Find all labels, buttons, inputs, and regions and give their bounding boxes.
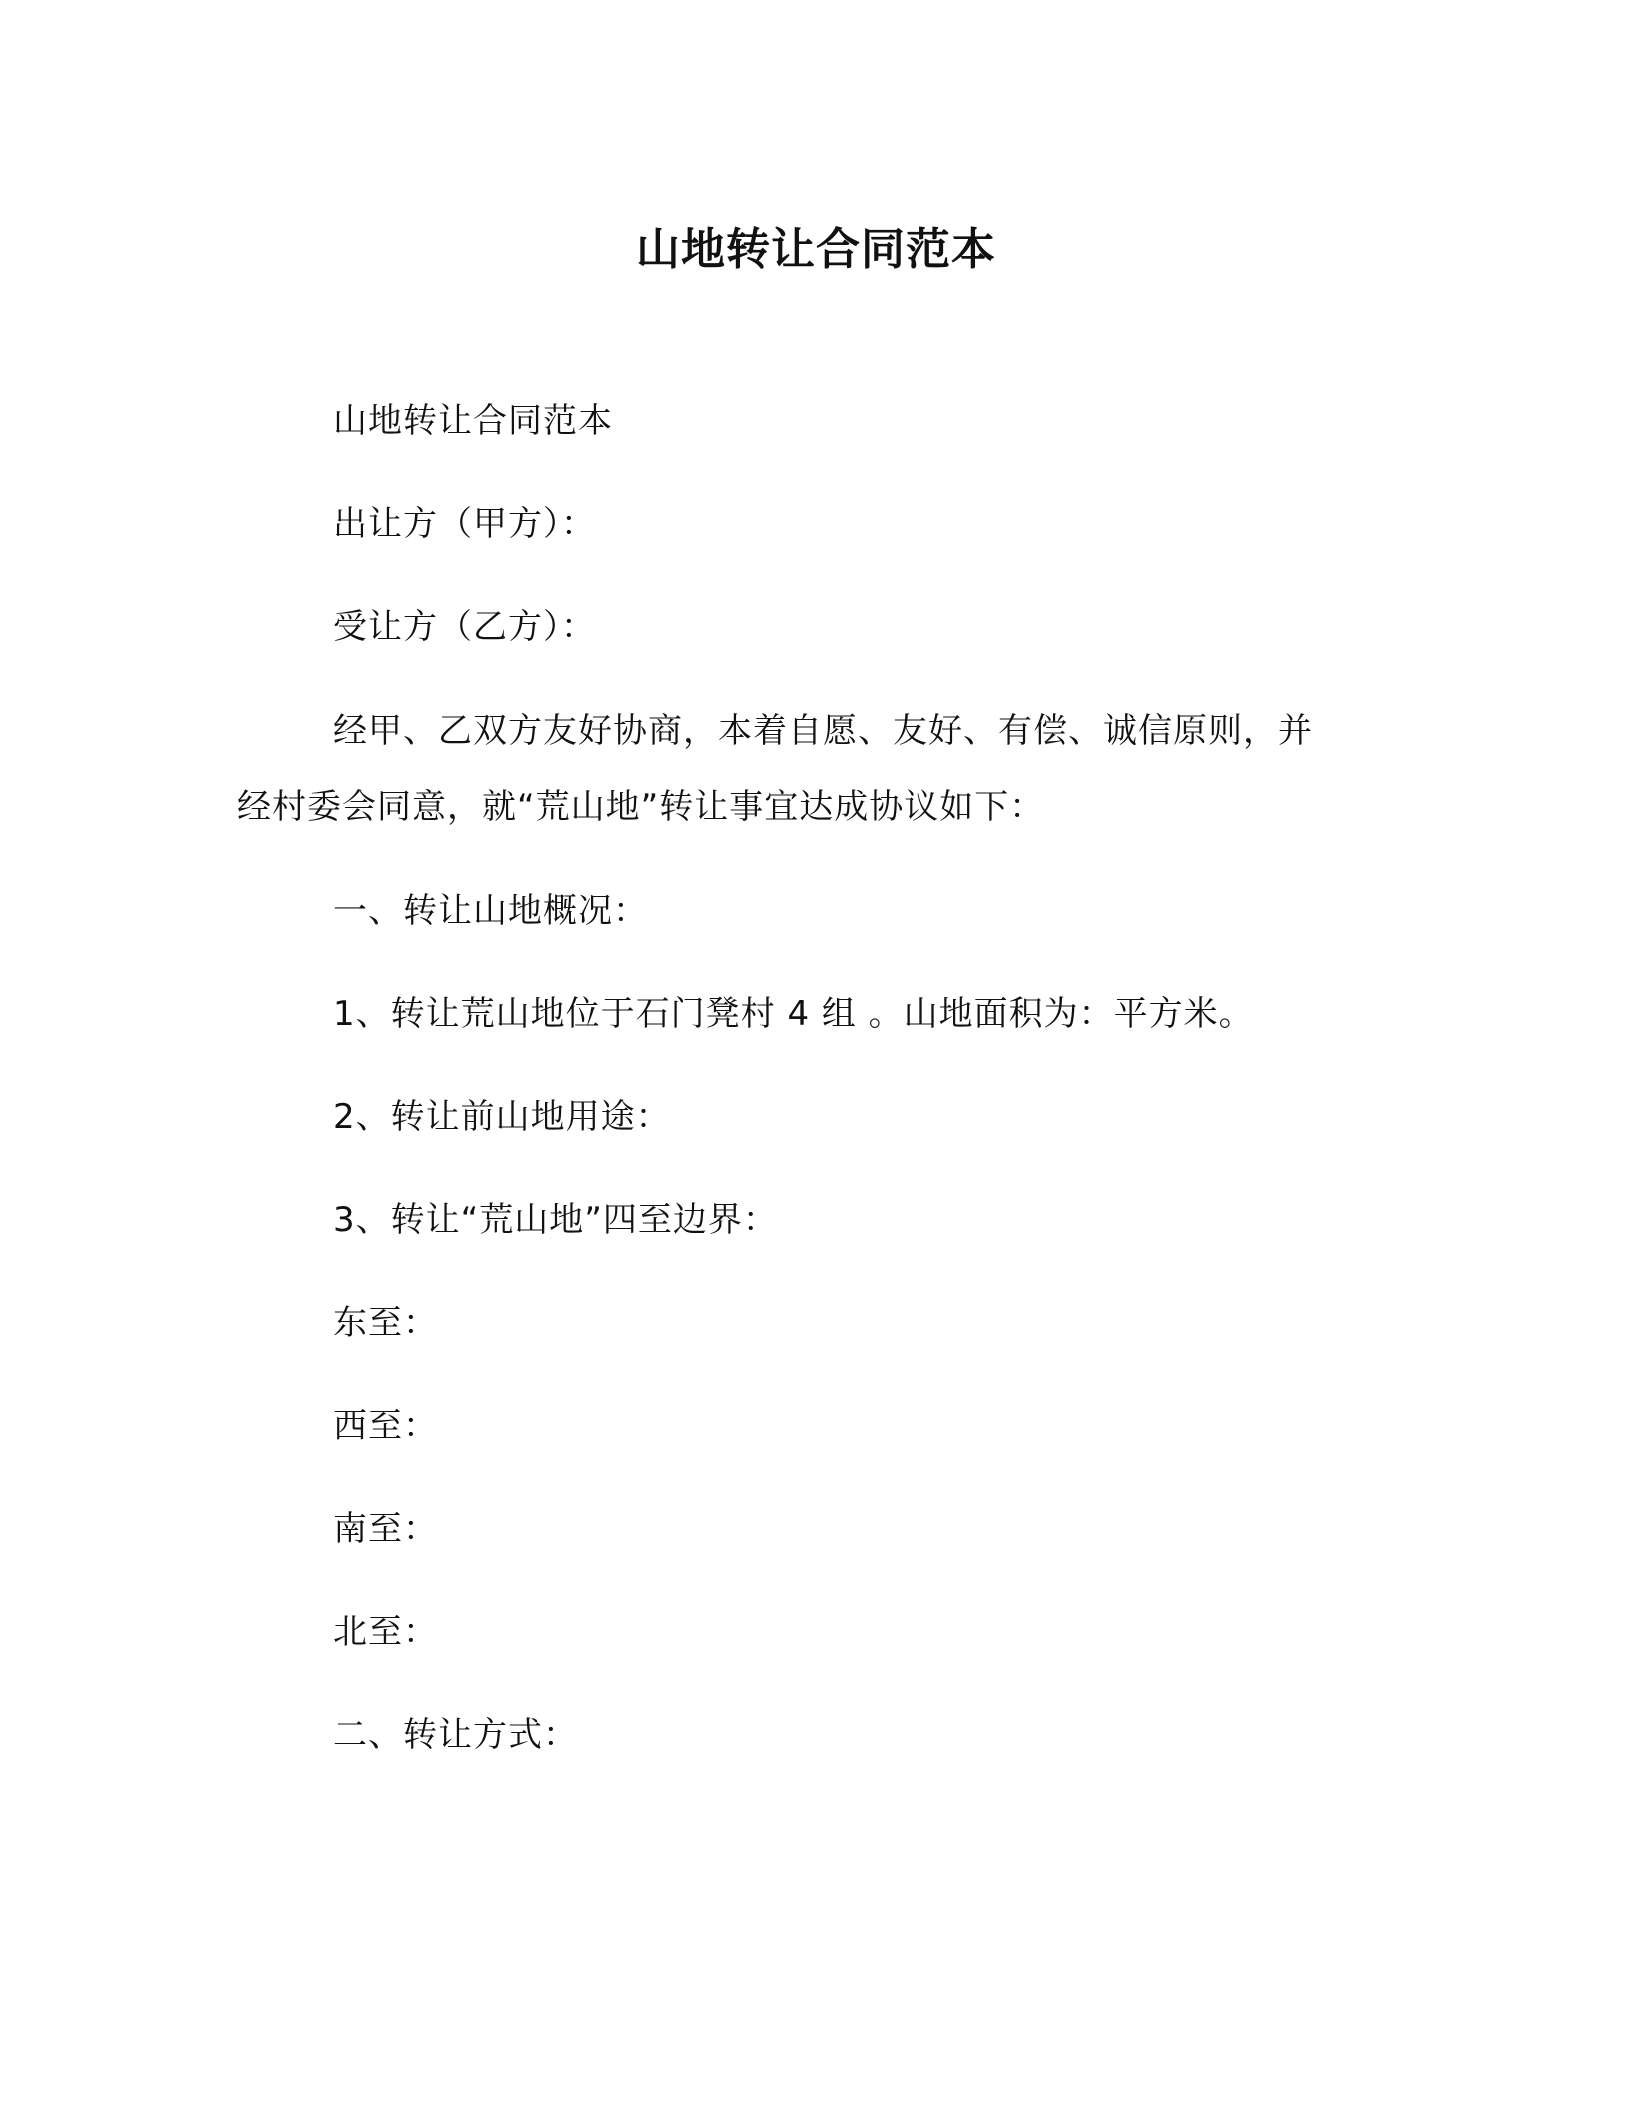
boundary-north: 北至： [333,1612,438,1652]
document-subtitle: 山地转让合同范本 [333,401,613,441]
boundary-west: 西至： [333,1406,438,1446]
boundary-south: 南至： [333,1509,438,1549]
party-b-line: 受让方（乙方）： [333,607,596,647]
section-2-heading: 二、转让方式： [333,1715,578,1755]
section-1-heading: 一、转让山地概况： [333,891,648,931]
intro-paragraph-line-1: 经甲、乙双方友好协商，本着自愿、友好、有偿、诚信原则，并 [333,711,1313,751]
document-title: 山地转让合同范本 [636,224,996,275]
party-a-line: 出让方（甲方）： [333,504,596,544]
item-1-location-area: 1、转让荒山地位于石门凳村 4 组 。山地面积为：平方米。 [333,994,1254,1034]
item-3-boundaries: 3、转让“荒山地”四至边界： [333,1200,778,1240]
item-2-usage: 2、转让前山地用途： [333,1097,671,1137]
intro-paragraph-line-2: 经村委会同意，就“荒山地”转让事宜达成协议如下： [237,787,1045,827]
boundary-east: 东至： [333,1303,438,1343]
